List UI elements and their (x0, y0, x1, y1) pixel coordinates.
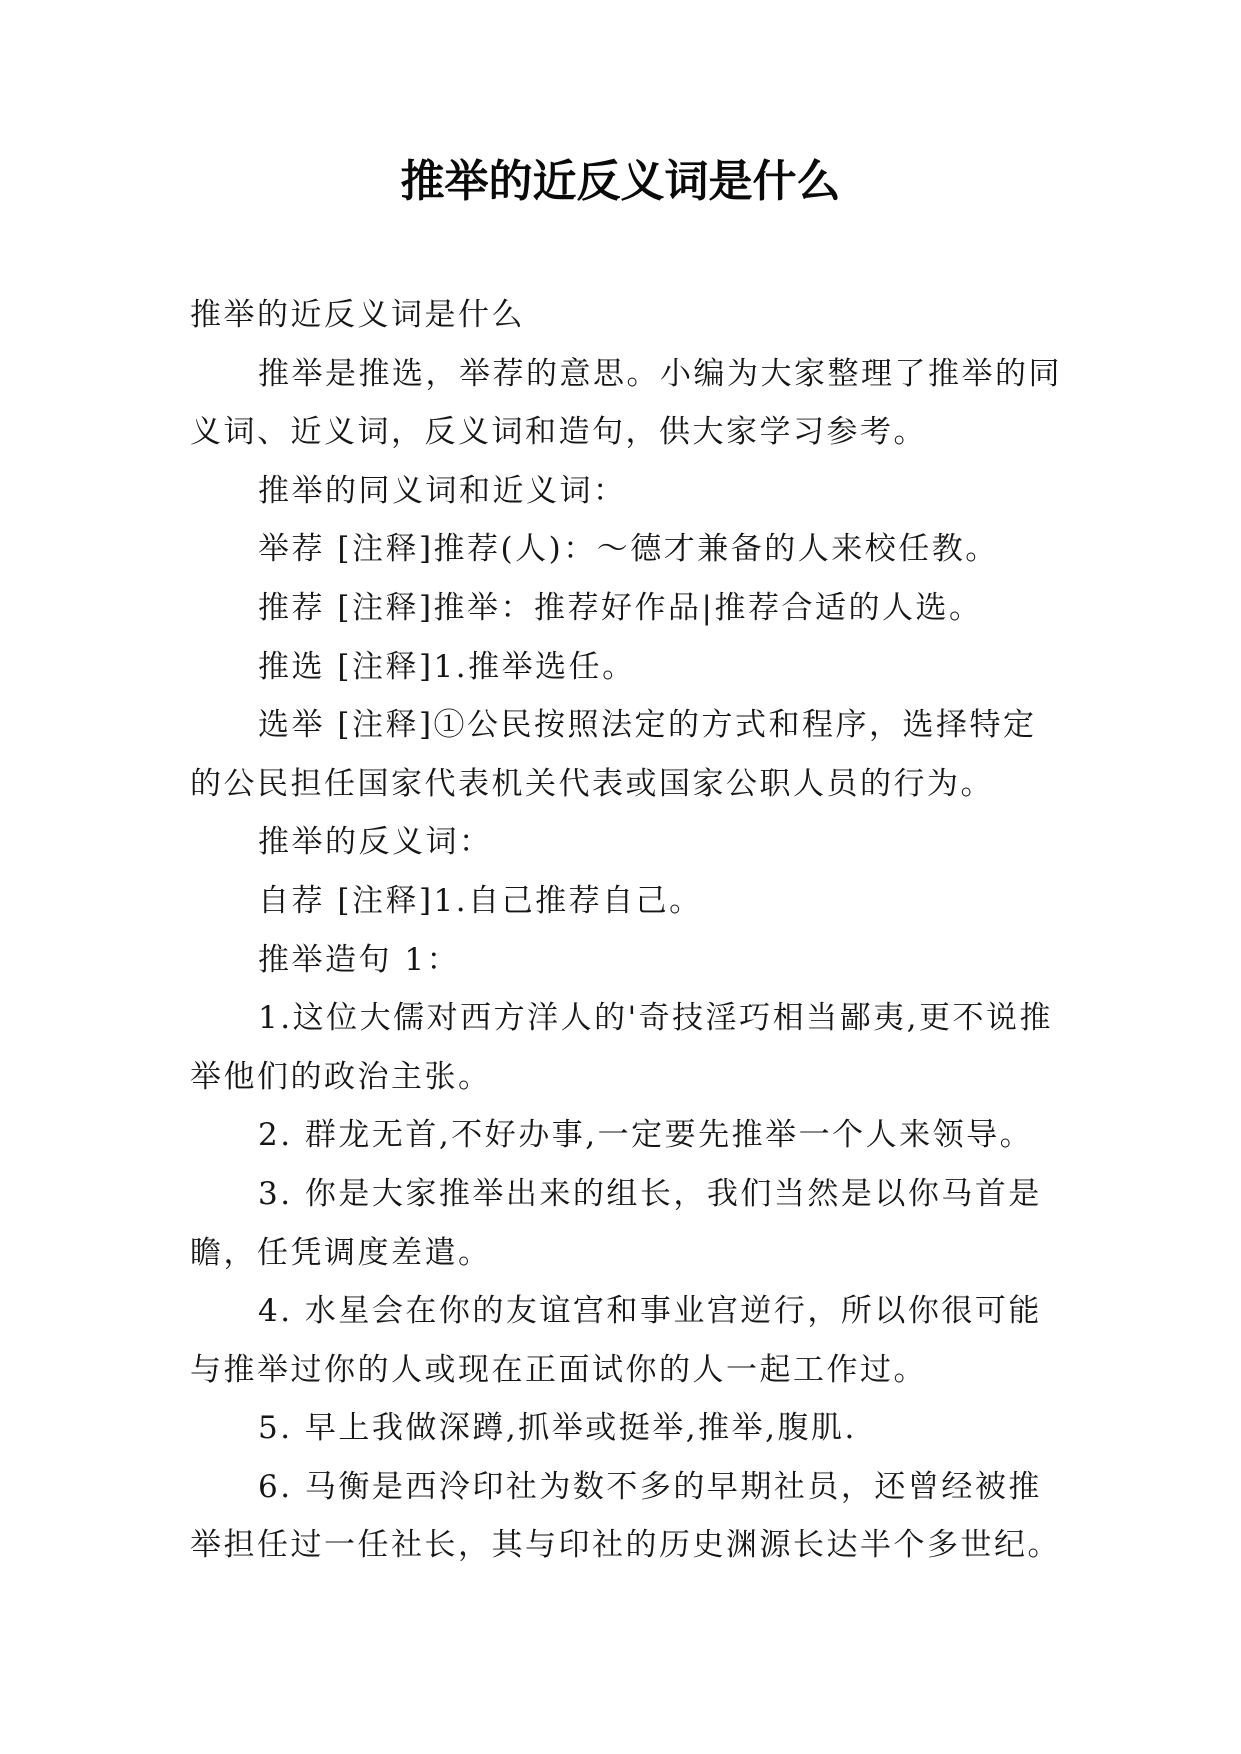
text-line: 的公民担任国家代表机关代表或国家公职人员的行为。 (190, 765, 994, 802)
text-line: 6. 马衡是西泠印社为数不多的早期社员，还曾经被推 (258, 1468, 1042, 1505)
text-line: 4. 水星会在你的友谊宫和事业宫逆行，所以你很可能 (258, 1293, 1042, 1330)
text-line: 推选 [注释]1.推举选任。 (258, 648, 636, 685)
text-line: 与推举过你的人或现在正面试你的人一起工作过。 (190, 1351, 927, 1388)
text-line: 推举的反义词： (258, 824, 493, 861)
text-line: 3. 你是大家推举出来的组长，我们当然是以你马首是 (258, 1175, 1042, 1212)
text-line: 瞻，任凭调度差遣。 (190, 1234, 492, 1271)
text-line: 举荐 [注释]推荐(人)：～德才兼备的人来校任教。 (258, 531, 999, 568)
text-line: 自荐 [注释]1.自己推荐自己。 (258, 882, 703, 919)
text-line: 选举 [注释]①公民按照法定的方式和程序，选择特定 (258, 707, 1037, 744)
text-line: 2. 群龙无首,不好办事,一定要先推举一个人来领导。 (258, 1117, 1034, 1154)
text-line: 推举的近反义词是什么 (190, 297, 525, 333)
document-body (190, 286, 1060, 1575)
text-line: 推举的同义词和近义词： (258, 472, 627, 509)
text-line: 义词、近义词，反义词和造句，供大家学习参考。 (190, 414, 927, 451)
text-line: 推举是推选，举荐的意思。小编为大家整理了推举的同 (258, 355, 1062, 392)
text-line: 5. 早上我做深蹲,抓举或挺举,推举,腹肌. (258, 1410, 857, 1447)
text-line: 举他们的政治主张。 (190, 1058, 492, 1095)
text-line: 推荐 [注释]推举：推荐好作品|推荐合适的人选。 (258, 589, 983, 626)
text-line: 1.这位大儒对西方洋人的'奇技淫巧相当鄙夷,更不说推 (258, 1000, 1053, 1037)
text-line: 推举造句 1： (258, 941, 461, 978)
document-title: 推举的近反义词是什么 (400, 156, 841, 207)
text-line: 举担任过一任社长，其与印社的历史渊源长达半个多世纪。 (190, 1527, 1061, 1564)
